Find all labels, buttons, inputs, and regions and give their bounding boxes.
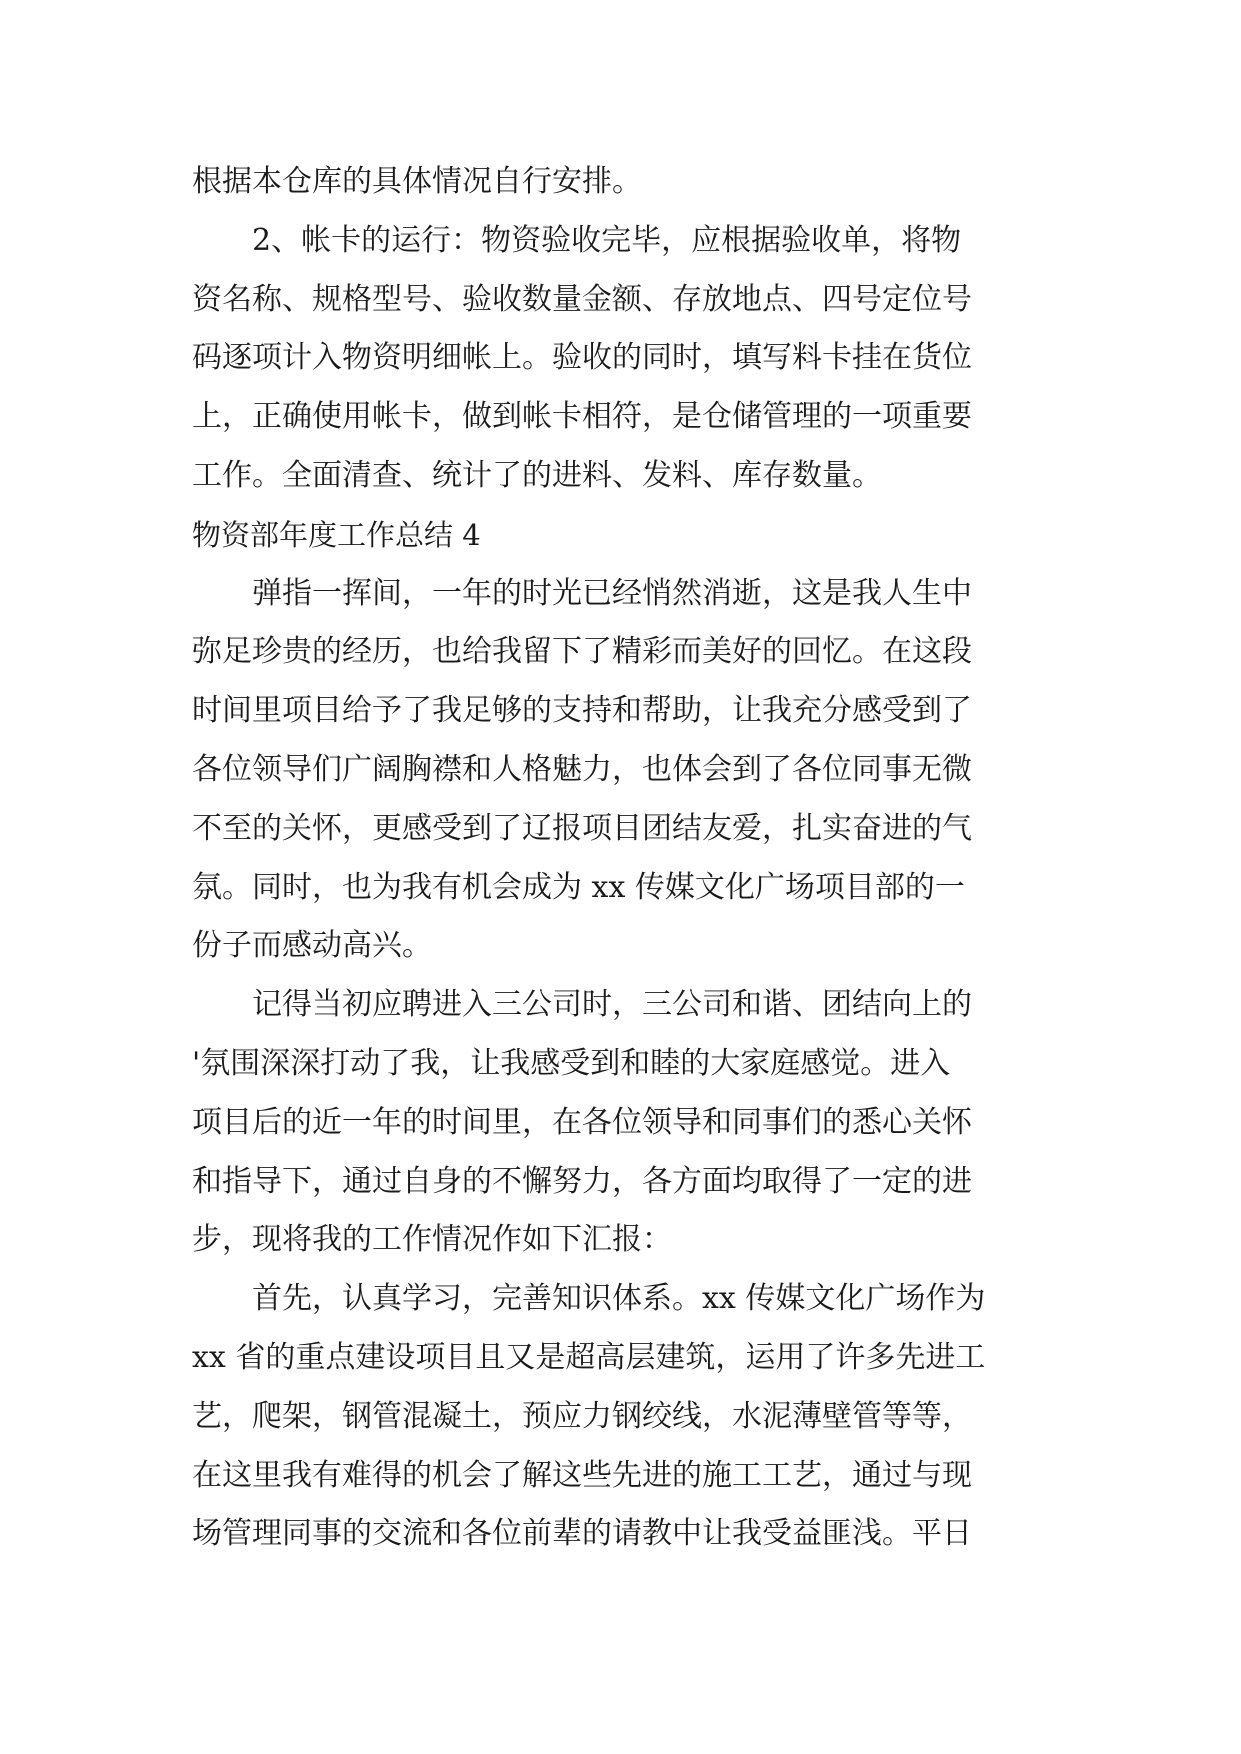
section-heading: 物资部年度工作总结 4 xyxy=(192,517,481,552)
text-line: 份子而感动高兴。 xyxy=(192,928,432,964)
document-body xyxy=(192,153,1048,1564)
text-line: 弥足珍贵的经历，也给我留下了精彩而美好的回忆。在这段 xyxy=(192,634,972,670)
text-line: 步，现将我的工作情况作如下汇报： xyxy=(192,1222,672,1258)
text-line: 不至的关怀，更感受到了辽报项目团结友爱，扎实奋进的气 xyxy=(192,810,972,846)
text-line: 在这里我有难得的机会了解这些先进的施工工艺，通过与现 xyxy=(192,1457,972,1493)
text-line: 资名称、规格型号、验收数量金额、存放地点、四号定位号 xyxy=(192,281,972,317)
text-line: 场管理同事的交流和各位前辈的请教中让我受益匪浅。平日 xyxy=(192,1516,972,1552)
text-line: 艺，爬架，钢管混凝土，预应力钢绞线，水泥薄壁管等等， xyxy=(192,1398,972,1434)
text-line: 工作。全面清查、统计了的进料、发料、库存数量。 xyxy=(192,457,882,493)
text-line: 上，正确使用帐卡，做到帐卡相符，是仓储管理的一项重要 xyxy=(192,399,972,435)
text-line: 氛。同时，也为我有机会成为 xx 传媒文化广场项目部的一 xyxy=(192,869,965,905)
text-line: 和指导下，通过自身的不懈努力，各方面均取得了一定的进 xyxy=(192,1163,972,1199)
text-line: 项目后的近一年的时间里，在各位领导和同事们的悉心关怀 xyxy=(192,1104,972,1140)
text-line: xx 省的重点建设项目且又是超高层建筑，运用了许多先进工 xyxy=(192,1339,986,1375)
text-line: 2、帐卡的运行：物资验收完毕，应根据验收单，将物 xyxy=(252,222,962,258)
text-line: 码逐项计入物资明细帐上。验收的同时，填写料卡挂在货位 xyxy=(192,340,972,376)
text-line: '氛围深深打动了我，让我感受到和睦的大家庭感觉。进入 xyxy=(192,1045,951,1081)
text-line: 首先，认真学习，完善知识体系。xx 传媒文化广场作为 xyxy=(252,1281,986,1317)
text-line: 根据本仓库的具体情况自行安排。 xyxy=(192,164,642,199)
text-line: 时间里项目给予了我足够的支持和帮助，让我充分感受到了 xyxy=(192,693,972,729)
text-line: 各位领导们广阔胸襟和人格魅力，也体会到了各位同事无微 xyxy=(192,751,972,787)
text-line: 记得当初应聘进入三公司时，三公司和谐、团结向上的 xyxy=(252,987,972,1023)
text-line: 弹指一挥间，一年的时光已经悄然消逝，这是我人生中 xyxy=(252,575,972,611)
